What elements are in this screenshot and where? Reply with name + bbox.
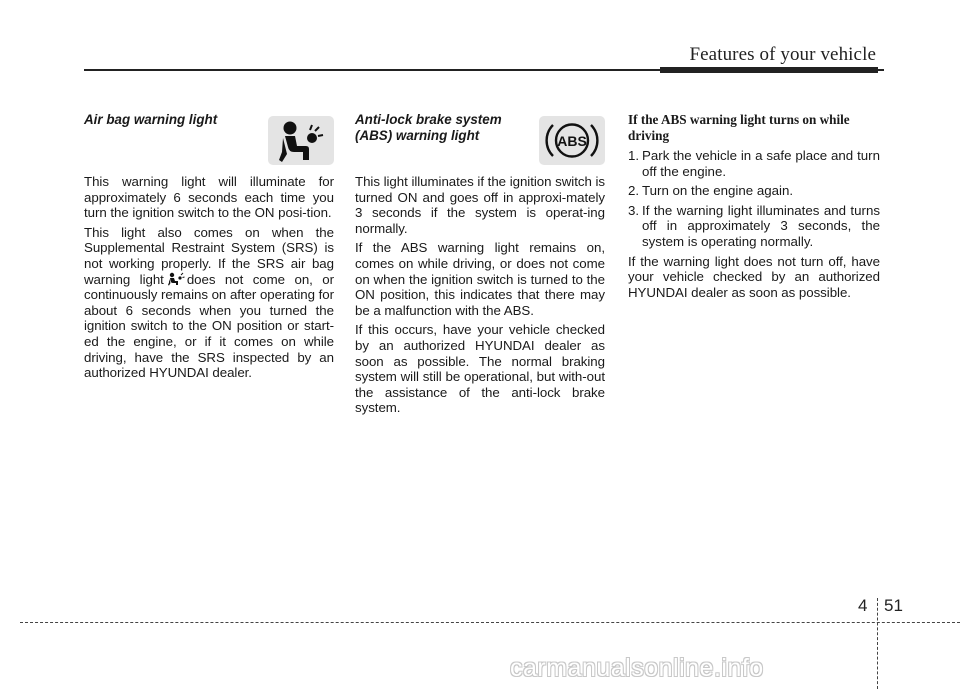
abs-warning-icon <box>539 116 605 165</box>
abs-section <box>355 108 605 420</box>
abs-driving-section <box>628 108 880 304</box>
abs-paragraph-3: If this occurs, have your vehicle checked by an authorized HYUNDAI dealer as soon as possible. The normal braking system will still be operational, but with-out the assistance of the anti-lock brake system. <box>355 322 605 416</box>
footer-rule <box>20 622 960 623</box>
airbag-section <box>84 108 334 385</box>
abs-driving-closing: If the warning light does not turn off, have your vehicle checked by an authorized HYUNDAI dealer as soon as possible. <box>628 253 880 300</box>
airbag-heading: Air bag warning light <box>84 112 218 127</box>
header-rule-accent <box>660 67 878 73</box>
abs-heading: Anti-lock brake system (ABS) warning light <box>355 112 502 143</box>
abs-driving-heading: If the ABS warning light turns on while driving <box>628 112 850 143</box>
airbag-warning-icon <box>268 116 334 165</box>
chapter-number: 4 <box>858 596 868 615</box>
watermark: carmanualsonline.info <box>510 654 764 682</box>
abs-paragraph-1: This light illuminates if the ignition switch is turned ON and goes off in approxi-mately 3 seconds if the system is operat-ing normally. <box>355 174 605 236</box>
list-item: 1. Park the vehicle in a safe place and turn off the engine. <box>628 148 880 179</box>
abs-driving-steps <box>628 148 880 250</box>
airbag-paragraph-1: This warning light will illuminate for approximately 6 seconds each time you turn the ignition switch to the ON posi-tion. <box>84 174 334 221</box>
list-item: 3. If the warning light illuminates and turns off in approximately 3 seconds, the system is operating normally. <box>628 202 880 249</box>
abs-paragraph-2: If the ABS warning light remains on, comes on while driving, or does not come on when the ignition switch is turned to the ON position, this indicates that there may be a malfunction with the ABS. <box>355 240 605 318</box>
section-title: Features of your vehicle <box>689 44 876 65</box>
list-item: 2. Turn on the engine again. <box>628 183 794 199</box>
airbag-inline-icon <box>166 272 185 286</box>
abs-icon-label: ABS <box>557 133 587 149</box>
airbag-paragraph-2: This light also comes on when the Supplemental Restraint System (SRS) is not working properly. If the SRS air bag warning light does not come on, or continuously remains on after operating for about 6 seconds when you turned the ignition switch to the ON position or start-ed the engine, or if it comes on while driving, have the SRS inspected by an authorized HYUNDAI dealer. <box>84 224 334 381</box>
page-number: 51 <box>884 596 903 615</box>
